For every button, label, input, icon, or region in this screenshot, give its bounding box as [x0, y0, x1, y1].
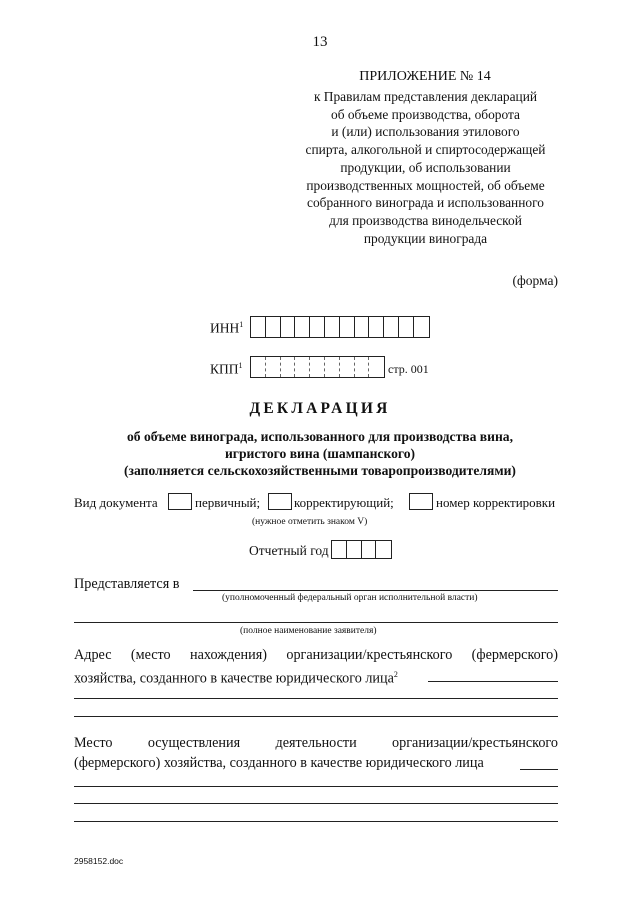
- kpp-label-text: КПП: [210, 361, 239, 377]
- primary-checkbox[interactable]: [168, 493, 192, 510]
- input-cell[interactable]: [325, 357, 340, 377]
- address-field-1[interactable]: [428, 681, 558, 682]
- kpp-label: [210, 361, 243, 378]
- report-year-label: Отчетный год: [249, 543, 329, 558]
- input-cell[interactable]: [347, 541, 362, 558]
- input-cell[interactable]: [332, 541, 347, 558]
- authority-note: (уполномоченный федеральный орган исполнительной власти): [222, 593, 478, 603]
- input-cell[interactable]: [414, 317, 429, 337]
- appendix-line: об объеме производства, оборота: [331, 106, 520, 122]
- appendix-line: для производства винодельческой: [329, 212, 522, 228]
- appendix-text: [283, 88, 568, 247]
- corrective-label: корректирующий;: [294, 495, 394, 510]
- input-cell[interactable]: [281, 317, 296, 337]
- appendix-line: производственных мощностей, об объеме: [306, 177, 545, 193]
- activity-field-1[interactable]: [520, 769, 558, 770]
- subtitle-line: игристого вина (шампанского): [224, 446, 416, 461]
- appendix-line: и (или) использования этилового: [331, 124, 520, 140]
- activity-place-label: [74, 733, 558, 753]
- input-cell[interactable]: [362, 541, 377, 558]
- inn-footnote: 1: [239, 320, 244, 329]
- subtitle-line: (заполняется сельскохозяйственными товаропроизводителями): [124, 463, 516, 478]
- address-line-2-text: хозяйства, созданного в качестве юридического лица: [74, 670, 394, 687]
- input-cell[interactable]: [295, 357, 310, 377]
- input-cell[interactable]: [310, 357, 325, 377]
- correction-number-label: номер корректировки: [436, 495, 556, 510]
- appendix-line: продукции, об использовании: [340, 159, 511, 175]
- inn-label-text: ИНН: [210, 320, 240, 336]
- applicant-name-field[interactable]: [74, 622, 558, 623]
- address-label: [74, 645, 558, 665]
- corrective-checkbox[interactable]: [268, 493, 292, 510]
- input-cell[interactable]: [295, 317, 310, 337]
- appendix-line: спирта, алкогольной и спиртосодержащей: [305, 142, 546, 158]
- authority-field[interactable]: [193, 590, 558, 591]
- applicant-note: (полное наименование заявителя): [240, 626, 377, 636]
- correction-number-box[interactable]: [409, 493, 433, 510]
- kpp-footnote: 1: [238, 361, 243, 370]
- form-label: (форма): [512, 273, 558, 288]
- declaration-title: ДЕКЛАРАЦИЯ: [249, 400, 391, 417]
- input-cell[interactable]: [369, 317, 384, 337]
- page-code: стр. 001: [388, 362, 429, 376]
- subtitle-line: об объеме винограда, использованного для производства вина,: [126, 429, 514, 444]
- input-cell[interactable]: [325, 317, 340, 337]
- input-cell[interactable]: [340, 317, 355, 337]
- input-cell[interactable]: [310, 317, 325, 337]
- input-cell[interactable]: [384, 317, 399, 337]
- input-cell[interactable]: [266, 357, 281, 377]
- input-cell[interactable]: [340, 357, 355, 377]
- appendix-line: собранного винограда и использованного: [307, 195, 544, 211]
- input-cell[interactable]: [266, 317, 281, 337]
- input-cell[interactable]: [376, 541, 391, 558]
- input-cell[interactable]: [251, 357, 266, 377]
- address-line-2: [74, 665, 398, 689]
- activity-field-4[interactable]: [74, 821, 558, 822]
- page-number: 13: [312, 34, 328, 50]
- primary-label: первичный;: [195, 495, 261, 510]
- submitted-to-label: Представляется в: [74, 576, 180, 592]
- input-cell[interactable]: [281, 357, 296, 377]
- appendix-line: к Правилам представления деклараций: [313, 89, 538, 104]
- input-cell[interactable]: [355, 317, 370, 337]
- appendix-title: ПРИЛОЖЕНИЕ № 14: [359, 69, 491, 84]
- report-year-cells[interactable]: [331, 540, 392, 559]
- appendix-line: продукции винограда: [363, 230, 488, 246]
- activity-field-3[interactable]: [74, 803, 558, 804]
- inn-label: [210, 320, 243, 337]
- address-footnote: 2: [393, 670, 398, 679]
- kpp-cells[interactable]: [250, 356, 385, 378]
- inn-cells[interactable]: [250, 316, 430, 338]
- doc-type-note: (нужное отметить знаком V): [252, 517, 368, 527]
- input-cell[interactable]: [251, 317, 266, 337]
- address-line-1: Адрес (место нахождения) организации/крестьянского (фермерского): [74, 647, 558, 663]
- input-cell[interactable]: [355, 357, 370, 377]
- doc-type-label: Вид документа: [74, 495, 158, 510]
- declaration-subtitle: [60, 428, 580, 479]
- input-cell[interactable]: [399, 317, 414, 337]
- address-field-2[interactable]: [74, 698, 558, 699]
- activity-field-2[interactable]: [74, 786, 558, 787]
- footer-code: 2958152.doc: [74, 856, 124, 866]
- activity-line-2: (фермерского) хозяйства, созданного в качестве юридического лица: [74, 755, 484, 771]
- input-cell[interactable]: [369, 357, 384, 377]
- activity-line-1: Место осуществления деятельности организации/крестьянского: [74, 735, 558, 751]
- address-field-3[interactable]: [74, 716, 558, 717]
